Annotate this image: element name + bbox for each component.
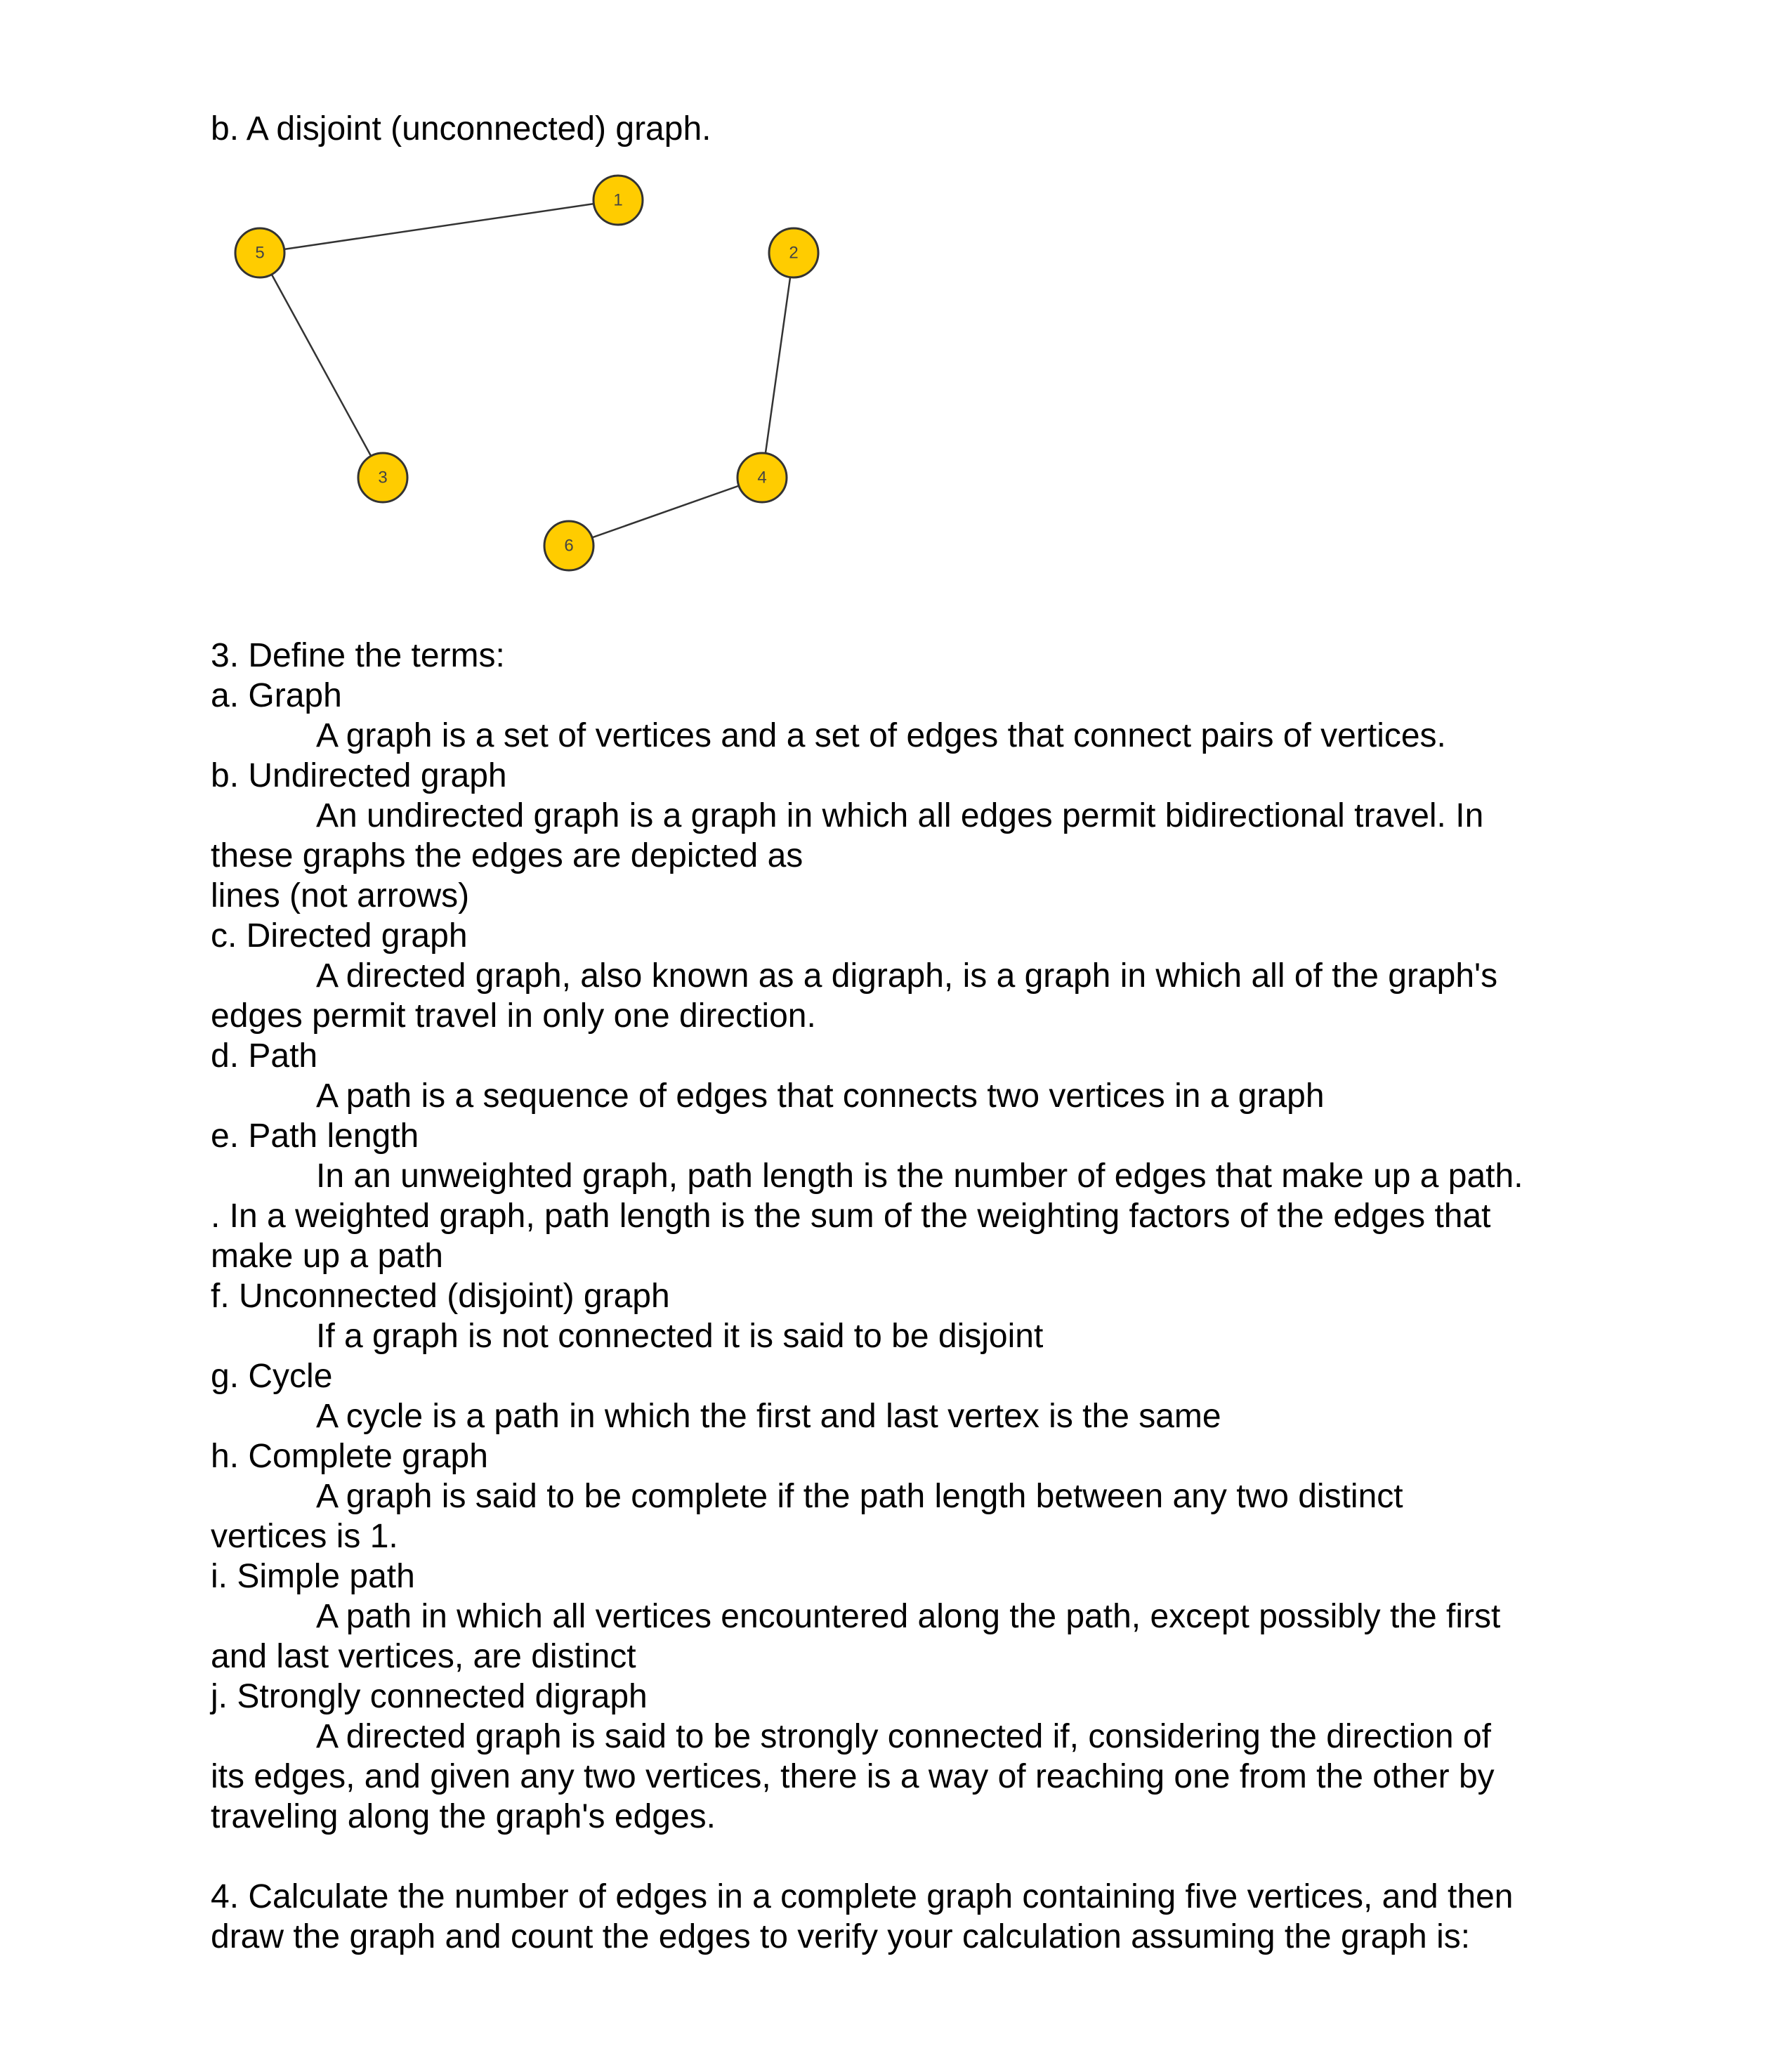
term-cycle: g. Cycle — [211, 1358, 333, 1395]
svg-text:2: 2 — [789, 243, 799, 263]
definition-undirected-graph-line-3: lines (not arrows) — [211, 877, 470, 914]
definition-strongly-connected-line-2: its edges, and given any two vertices, there is a way of reaching one from the other by — [211, 1758, 1495, 1795]
definition-path: A path is a sequence of edges that connects two vertices in a graph — [316, 1077, 1325, 1115]
definition-simple-path-line-1: A path in which all vertices encountered along the path, except possibly the first — [316, 1598, 1501, 1635]
disjoint-graph — [211, 158, 843, 594]
svg-text:6: 6 — [564, 536, 574, 556]
term-graph: a. Graph — [211, 677, 342, 714]
term-path: d. Path — [211, 1037, 318, 1075]
definition-path-length-line-1: In an unweighted graph, path length is the number of edges that make up a path. — [316, 1158, 1523, 1195]
term-simple-path: i. Simple path — [211, 1558, 415, 1595]
definition-unconnected-graph: If a graph is not connected it is said to be disjoint — [316, 1318, 1044, 1355]
edge-4-6 — [569, 478, 762, 546]
definition-directed-graph-line-1: A directed graph, also known as a digraph, is a graph in which all of the graph's — [316, 957, 1498, 995]
graph-node-6 — [544, 521, 593, 570]
edge-5-3 — [260, 253, 383, 478]
svg-text:3: 3 — [378, 468, 388, 487]
definition-complete-graph-line-2: vertices is 1. — [211, 1518, 398, 1555]
edge-5-1 — [260, 200, 618, 253]
definition-undirected-graph-line-2: these graphs the edges are depicted as — [211, 837, 803, 874]
definition-complete-graph-line-1: A graph is said to be complete if the path length between any two distinct — [316, 1478, 1403, 1515]
section-b-caption: b. A disjoint (unconnected) graph. — [211, 110, 711, 147]
question-4-line-2: draw the graph and count the edges to verify your calculation assuming the graph is: — [211, 1918, 1471, 1955]
definition-strongly-connected-line-1: A directed graph is said to be strongly connected if, considering the direction of — [316, 1718, 1491, 1755]
question-3-heading: 3. Define the terms: — [211, 637, 505, 674]
question-4-line-1: 4. Calculate the number of edges in a complete graph containing five vertices, and then — [211, 1878, 1514, 1915]
term-unconnected-graph: f. Unconnected (disjoint) graph — [211, 1278, 670, 1315]
definition-directed-graph-line-2: edges permit travel in only one direction. — [211, 997, 816, 1035]
term-undirected-graph: b. Undirected graph — [211, 757, 507, 794]
definition-graph: A graph is a set of vertices and a set of edges that connect pairs of vertices. — [316, 717, 1446, 754]
definition-path-length-line-2: . In a weighted graph, path length is the sum of the weighting factors of the edges that — [211, 1198, 1491, 1235]
graph-node-5 — [235, 228, 284, 277]
term-path-length: e. Path length — [211, 1117, 419, 1155]
graph-node-3 — [358, 453, 407, 502]
definition-strongly-connected-line-3: traveling along the graph's edges. — [211, 1798, 716, 1835]
graph-node-1 — [593, 176, 643, 225]
edge-2-4 — [762, 253, 794, 478]
svg-text:1: 1 — [613, 190, 623, 210]
svg-text:5: 5 — [255, 243, 265, 263]
definition-simple-path-line-2: and last vertices, are distinct — [211, 1638, 636, 1675]
term-directed-graph: c. Directed graph — [211, 917, 468, 955]
svg-text:4: 4 — [757, 468, 767, 487]
term-complete-graph: h. Complete graph — [211, 1438, 488, 1475]
definition-cycle: A cycle is a path in which the first and last vertex is the same — [316, 1398, 1221, 1435]
graph-node-4 — [737, 453, 787, 502]
definition-path-length-line-3: make up a path — [211, 1238, 443, 1275]
term-strongly-connected-digraph: j. Strongly connected digraph — [211, 1678, 648, 1715]
graph-node-2 — [769, 228, 818, 277]
definition-undirected-graph-line-1: An undirected graph is a graph in which all edges permit bidirectional travel. In — [316, 797, 1484, 834]
